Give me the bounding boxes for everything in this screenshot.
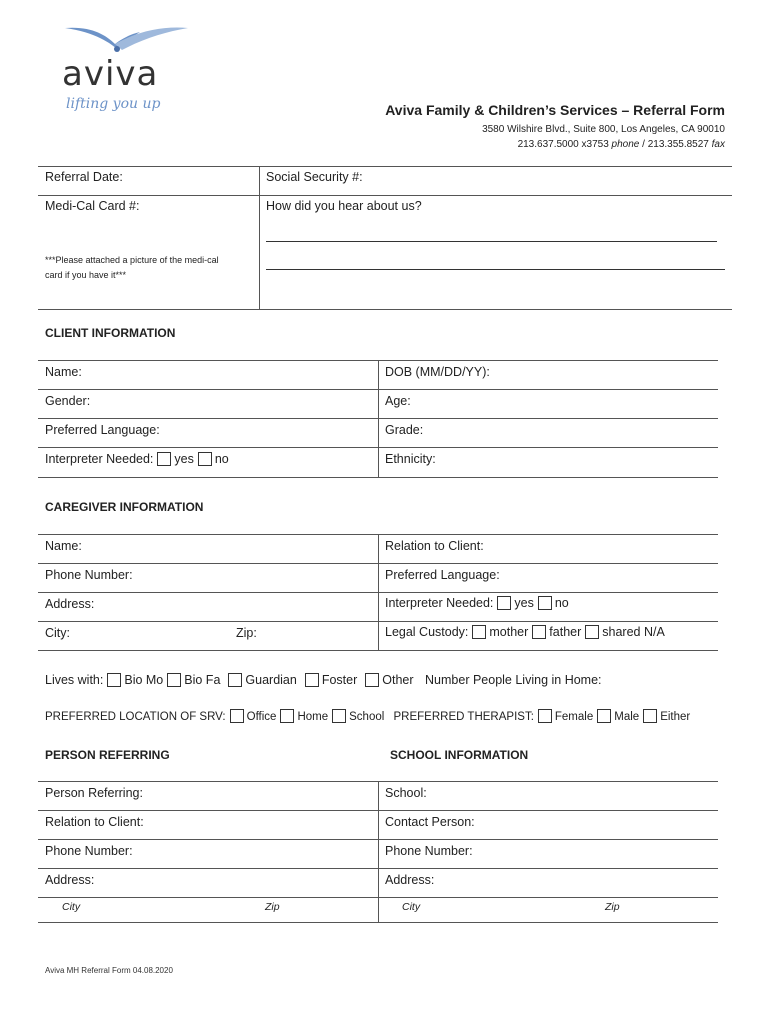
legal-custody-row	[385, 625, 665, 639]
referrer-phone-field[interactable]: Phone Number:	[45, 844, 133, 858]
preferred-location-label: PREFERRED LOCATION OF SRV:	[45, 711, 226, 723]
referrer-address-field[interactable]: Address:	[45, 873, 95, 887]
client-info-heading: CLIENT INFORMATION	[45, 326, 176, 340]
school-zip-field[interactable]: Zip	[605, 901, 620, 913]
client-interpreter-row	[45, 452, 229, 466]
client-grade-field[interactable]: Grade:	[385, 423, 424, 437]
hear-about-line-1[interactable]	[266, 241, 717, 242]
caregiver-interpreter-label: Interpreter Needed:	[385, 596, 494, 610]
client-age-field[interactable]: Age:	[385, 394, 411, 408]
referrer-relation-field[interactable]: Relation to Client:	[45, 815, 144, 829]
client-yes-label: yes	[174, 452, 194, 466]
caregiver-relation-field[interactable]: Relation to Client:	[385, 539, 484, 553]
lives-foster-checkbox[interactable]	[305, 673, 319, 687]
custody-father-checkbox[interactable]	[532, 625, 546, 639]
org-phone: 213.637.5000 x3753	[517, 139, 609, 150]
aviva-logo	[60, 22, 190, 122]
custody-shared-label: shared N/A	[602, 625, 665, 639]
lives-with-row	[45, 673, 602, 687]
lives-other-label: Other	[382, 673, 414, 687]
client-ethnicity-field[interactable]: Ethnicity:	[385, 452, 436, 466]
caregiver-no-label: no	[554, 596, 569, 610]
therapist-male-checkbox[interactable]	[597, 709, 611, 723]
lives-other-checkbox[interactable]	[365, 673, 379, 687]
school-info-heading: SCHOOL INFORMATION	[390, 748, 529, 762]
school-city-field[interactable]: City	[402, 901, 421, 913]
lives-guardian-label: Guardian	[245, 673, 297, 687]
referrer-zip-field[interactable]: Zip	[265, 901, 280, 913]
caregiver-zip-field[interactable]: Zip:	[236, 626, 257, 640]
referral-date-field[interactable]: Referral Date:	[45, 170, 123, 184]
caregiver-name-field[interactable]: Name:	[45, 539, 82, 553]
location-office-label: Office	[246, 711, 277, 723]
number-people-field[interactable]: Number People Living in Home:	[425, 673, 602, 687]
custody-mother-label: mother	[489, 625, 529, 639]
fax-word: fax	[711, 139, 725, 150]
client-interpreter-yes-checkbox[interactable]	[157, 452, 171, 466]
logo-wordmark: aviva	[62, 54, 159, 94]
hear-about-field[interactable]: How did you hear about us?	[266, 199, 422, 213]
client-no-label: no	[214, 452, 229, 466]
logo-tagline: lifting you up	[66, 96, 161, 112]
lives-biomo-checkbox[interactable]	[107, 673, 121, 687]
school-phone-field[interactable]: Phone Number:	[385, 844, 473, 858]
school-address-field[interactable]: Address:	[385, 873, 435, 887]
medical-note: ***Please attached a picture of the medi-cal card if you have it***	[45, 255, 219, 280]
caregiver-phone-field[interactable]: Phone Number:	[45, 568, 133, 582]
caregiver-yes-label: yes	[514, 596, 534, 610]
client-interpreter-label: Interpreter Needed:	[45, 452, 154, 466]
caregiver-address-field[interactable]: Address:	[45, 597, 95, 611]
therapist-either-label: Either	[660, 711, 691, 723]
location-school-checkbox[interactable]	[332, 709, 346, 723]
client-language-field[interactable]: Preferred Language:	[45, 423, 160, 437]
hear-about-line-2[interactable]	[266, 269, 725, 270]
lives-biofa-label: Bio Fa	[184, 673, 221, 687]
client-gender-field[interactable]: Gender:	[45, 394, 91, 408]
person-referring-heading: PERSON REFERRING	[45, 748, 170, 762]
therapist-either-checkbox[interactable]	[643, 709, 657, 723]
org-contact	[518, 139, 725, 150]
caregiver-info-heading: CAREGIVER INFORMATION	[45, 500, 204, 514]
phone-word: phone	[611, 139, 640, 150]
form-title: Aviva Family & Children’s Services – Referral Form	[385, 102, 725, 118]
location-office-checkbox[interactable]	[230, 709, 244, 723]
form-footer: Aviva MH Referral Form 04.08.2020	[45, 966, 173, 975]
school-contact-field[interactable]: Contact Person:	[385, 815, 475, 829]
lives-biofa-checkbox[interactable]	[167, 673, 181, 687]
caregiver-interpreter-no-checkbox[interactable]	[538, 596, 552, 610]
lives-biomo-label: Bio Mo	[124, 673, 164, 687]
custody-shared-checkbox[interactable]	[585, 625, 599, 639]
location-home-checkbox[interactable]	[280, 709, 294, 723]
client-interpreter-no-checkbox[interactable]	[198, 452, 212, 466]
preferences-row	[45, 709, 690, 723]
medical-card-field[interactable]: Medi-Cal Card #:	[45, 199, 140, 213]
lives-with-label: Lives with:	[45, 673, 104, 687]
school-field[interactable]: School:	[385, 786, 427, 800]
org-address: 3580 Wilshire Blvd., Suite 800, Los Angeles, CA 90010	[482, 124, 725, 135]
therapist-female-checkbox[interactable]	[538, 709, 552, 723]
caregiver-interpreter-row	[385, 596, 569, 610]
location-school-label: School	[349, 711, 385, 723]
client-dob-field[interactable]: DOB (MM/DD/YY):	[385, 365, 490, 379]
custody-mother-checkbox[interactable]	[472, 625, 486, 639]
legal-custody-label: Legal Custody:	[385, 625, 469, 639]
lives-foster-label: Foster	[321, 673, 358, 687]
therapist-female-label: Female	[554, 711, 594, 723]
caregiver-language-field[interactable]: Preferred Language:	[385, 568, 500, 582]
therapist-male-label: Male	[614, 711, 640, 723]
client-name-field[interactable]: Name:	[45, 365, 82, 379]
preferred-therapist-label: PREFERRED THERAPIST:	[393, 711, 534, 723]
caregiver-city-field[interactable]: City:	[45, 626, 70, 640]
person-referring-field[interactable]: Person Referring:	[45, 786, 143, 800]
referrer-city-field[interactable]: City	[62, 901, 81, 913]
org-fax: / 213.355.8527	[642, 139, 709, 150]
custody-father-label: father	[549, 625, 582, 639]
ssn-field[interactable]: Social Security #:	[266, 170, 363, 184]
location-home-label: Home	[297, 711, 329, 723]
lives-guardian-checkbox[interactable]	[228, 673, 242, 687]
caregiver-interpreter-yes-checkbox[interactable]	[497, 596, 511, 610]
